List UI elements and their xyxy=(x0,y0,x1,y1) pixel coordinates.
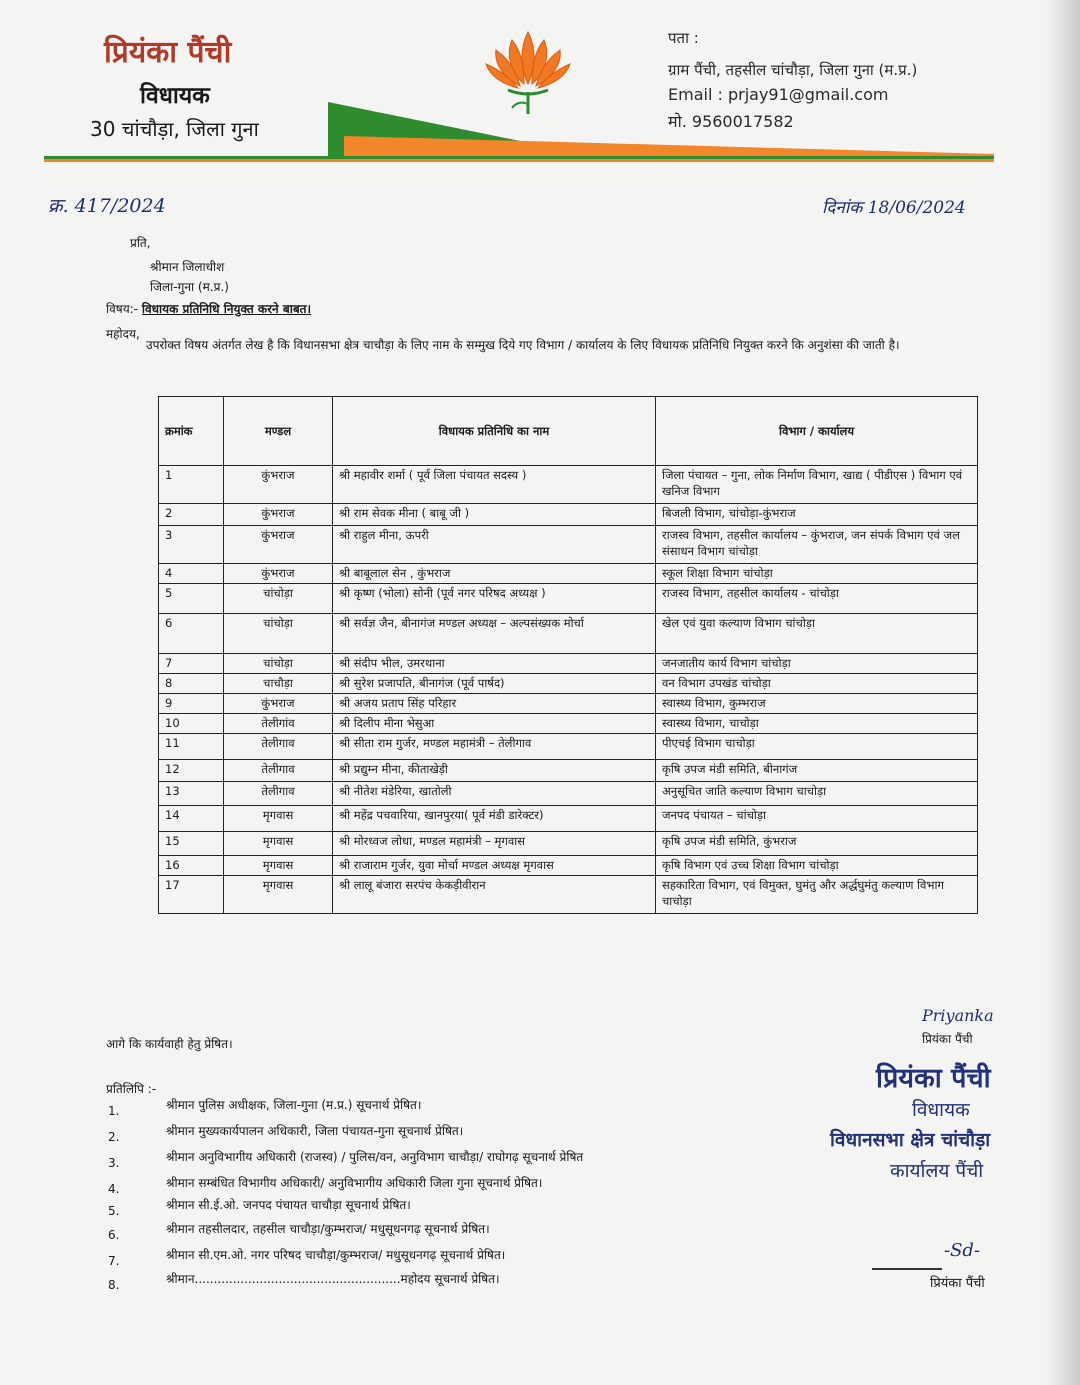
salutation: महोदय, xyxy=(106,327,140,341)
cell-name: श्री सुरेश प्रजापति, बीनागंज (पूर्व पार्षद) xyxy=(333,674,656,694)
table-row xyxy=(159,504,978,526)
reference-number: क्र. 417/2024 xyxy=(48,195,166,217)
table-row xyxy=(159,564,978,584)
cell-name: श्री नीतेश मंडेरिया, खातोली xyxy=(333,782,656,806)
copy-item-text: श्रीमान अनुविभागीय अधिकारी (राजस्व) / पुलिस/वन, अनुविभाग चाचौड़ा/ राघोगढ़ सूचनार्थ प्रेषित xyxy=(166,1150,584,1164)
copy-item-text: श्रीमान मुख्यकार्यपालन अधिकारी, जिला पंचायत-गुना सूचनार्थ प्रेषित। xyxy=(166,1124,464,1138)
cell-mandal: तेलीगाव xyxy=(224,782,333,806)
copy-item-number: 5. xyxy=(108,1204,120,1218)
cell-mandal: चांचोड़ा xyxy=(224,654,333,674)
table-row xyxy=(159,466,978,504)
table-row xyxy=(159,654,978,674)
table-row xyxy=(159,782,978,806)
cell-department: सहकारिता विभाग, एवं विमुक्त, घुमंतु और अर्द्धघुमंतु कल्याण विभाग चाचोड़ा xyxy=(656,876,978,914)
cell-serial: 16 xyxy=(159,856,224,876)
recipient-line1: श्रीमान जिलाधीश xyxy=(150,260,225,274)
cell-mandal: कुंभराज xyxy=(224,564,333,584)
cell-name: श्री कृष्ण (भोला) सोनी (पूर्व नगर परिषद अध्यक्ष ) xyxy=(333,584,656,614)
letterhead-name: प्रियंका पैंची xyxy=(104,35,232,70)
body-paragraph: उपरोक्त विषय अंतर्गत लेख है कि विधानसभा क्षेत्र चाचौड़ा के लिए नाम के सम्मुख दिये गए विभाग / कार्यालय के लिए विधायक प्रतिनिधि नियुक्त करने कि अनुशंसा की जाती है। xyxy=(146,338,900,352)
header-department: विभाग / कार्यालय xyxy=(656,397,978,466)
copy-item-number: 7. xyxy=(108,1254,120,1268)
letterhead-band xyxy=(44,96,1000,170)
cell-mandal: चाचौड़ा xyxy=(224,674,333,694)
copy-item-text: श्रीमान पुलिस अधीक्षक, जिला-गुना (म.प्र.) सूचनार्थ प्रेषित। xyxy=(166,1098,422,1112)
subject-text: विधायक प्रतिनिधि नियुक्त करने बाबत। xyxy=(141,302,312,316)
table-row xyxy=(159,806,978,832)
cell-mandal: तेलीगांव xyxy=(224,714,333,734)
cell-name: श्री प्रद्युम्न मीना, कीताखेड़ी xyxy=(333,760,656,782)
phone-text: मो. 9560017582 xyxy=(668,112,794,131)
copy-item-text: श्रीमान सी.ई.ओ. जनपद पंचायत चाचौड़ा सूचनार्थ प्रेषित। xyxy=(166,1198,411,1212)
cell-department: कृषि विभाग एवं उच्च शिक्षा विभाग चांचोड़ा xyxy=(656,856,978,876)
letter-date: दिनांक 18/06/2024 xyxy=(822,198,966,218)
cell-name: श्री राजाराम गुर्जर, युवा मोर्चा मण्डल अध्यक्ष मृगवास xyxy=(333,856,656,876)
cell-serial: 2 xyxy=(159,504,224,526)
table-row xyxy=(159,526,978,564)
table-row xyxy=(159,674,978,694)
subject-line xyxy=(106,300,311,317)
cell-name: श्री लालू बंजारा सरपंच केकड़ीवीरान xyxy=(333,876,656,914)
copy-item-number: 3. xyxy=(108,1156,120,1170)
cell-serial: 4 xyxy=(159,564,224,584)
cell-mandal: कुंभराज xyxy=(224,466,333,504)
cell-name: श्री मोरध्वज लोधा, मण्डल महामंत्री – मृगवास xyxy=(333,832,656,856)
cell-department: कृषि उपज मंडी समिति, बीनागंज xyxy=(656,760,978,782)
signature-underline xyxy=(872,1268,942,1270)
cell-serial: 13 xyxy=(159,782,224,806)
cell-serial: 17 xyxy=(159,876,224,914)
email-text: Email : prjay91@gmail.com xyxy=(668,85,889,104)
cell-name: श्री राम सेवक मीना ( बाबू जी ) xyxy=(333,504,656,526)
cell-mandal: कुंभराज xyxy=(224,504,333,526)
cell-department: बिजली विभाग, चांचोड़ा-कुंभराज xyxy=(656,504,978,526)
cell-mandal: चांचोड़ा xyxy=(224,584,333,614)
stamp-office: कार्यालय पैंची xyxy=(890,1160,984,1182)
stamp-name: प्रियंका पैंची xyxy=(876,1063,991,1094)
copy-item-number: 6. xyxy=(108,1228,120,1242)
copy-item-text: श्रीमान तहसीलदार, तहसील चाचौड़ा/कुम्भराज/ मधुसूधनगढ़ सूचनार्थ प्रेषित। xyxy=(166,1222,490,1236)
signature-name: प्रियंका पैंची xyxy=(922,1032,973,1046)
cell-department: अनुसूचित जाति कल्याण विभाग चाचोड़ा xyxy=(656,782,978,806)
cell-serial: 1 xyxy=(159,466,224,504)
cell-serial: 9 xyxy=(159,694,224,714)
cell-mandal: तेलीगाव xyxy=(224,760,333,782)
cell-department: जिला पंचायत – गुना, लोक निर्माण विभाग, खाद्य ( पीडीएस ) विभाग एवं खनिज विभाग xyxy=(656,466,978,504)
table-row xyxy=(159,876,978,914)
representatives-table xyxy=(158,396,978,914)
cell-serial: 15 xyxy=(159,832,224,856)
table-row xyxy=(159,714,978,734)
copy-item-number: 8. xyxy=(108,1278,120,1292)
cell-department: स्वास्थ्य विभाग, कुम्भराज xyxy=(656,694,978,714)
cell-department: स्कूल शिक्षा विभाग चांचोड़ा xyxy=(656,564,978,584)
subject-label: विषय:- xyxy=(106,302,139,316)
cell-department: पीएचई विभाग चाचोड़ा xyxy=(656,734,978,760)
signature-scribble-2: -Sd- xyxy=(944,1240,981,1261)
letterhead-constituency: 30 चांचौड़ा, जिला गुना xyxy=(90,117,259,141)
table-row xyxy=(159,760,978,782)
cell-mandal: मृगवास xyxy=(224,876,333,914)
letterhead-designation: विधायक xyxy=(140,83,210,109)
cell-serial: 7 xyxy=(159,654,224,674)
copy-item-text: श्रीमान सम्बंधित विभागीय अधिकारी/ अनुविभागीय अधिकारी जिला गुना सूचनार्थ प्रेषित। xyxy=(166,1176,543,1190)
cell-name: श्री महेंद्र पचवारिया, खानपुरया( पूर्व मंडी डारेक्टर) xyxy=(333,806,656,832)
address-text: ग्राम पैंची, तहसील चांचौड़ा, जिला गुना (म.प्र.) xyxy=(668,61,918,79)
cell-department: कृषि उपज मंडी समिति, कुंभराज xyxy=(656,832,978,856)
cell-serial: 3 xyxy=(159,526,224,564)
cell-department: स्वास्थ्य विभाग, चाचोड़ा xyxy=(656,714,978,734)
table-row xyxy=(159,614,978,654)
cell-name: श्री अजय प्रताप सिंह परिहार xyxy=(333,694,656,714)
cell-name: श्री बाबूलाल सेन , कुंभराज xyxy=(333,564,656,584)
cell-department: जनपद पंचायत – चांचोड़ा xyxy=(656,806,978,832)
closing-line: आगे कि कार्यवाही हेतु प्रेषित। xyxy=(106,1037,233,1051)
cell-name: श्री सर्वज्ञ जैन, बीनागंज मण्डल अध्यक्ष – अल्पसंख्यक मोर्चा xyxy=(333,614,656,654)
stamp-designation: विधायक xyxy=(912,1099,970,1121)
cell-serial: 8 xyxy=(159,674,224,694)
recipient-prati: प्रति, xyxy=(130,236,151,250)
recipient-line2: जिला-गुना (म.प्र.) xyxy=(150,280,229,294)
cell-mandal: मृगवास xyxy=(224,806,333,832)
cell-mandal: मृगवास xyxy=(224,856,333,876)
copy-item-number: 4. xyxy=(108,1182,120,1196)
cell-department: राजस्व विभाग, तहसील कार्यालय – कुंभराज, जन संपर्क विभाग एवं जल संसाधन विभाग चांचोड़ा xyxy=(656,526,978,564)
address-label: पता : xyxy=(668,29,699,47)
cell-serial: 5 xyxy=(159,584,224,614)
cell-name: श्री दिलीप मीना भेसुआ xyxy=(333,714,656,734)
copy-item-number: 2. xyxy=(108,1130,120,1144)
cell-mandal: तेलीगाव xyxy=(224,734,333,760)
cell-department: वन विभाग उपखंड चांचोड़ा xyxy=(656,674,978,694)
header-serial: क्रमांक xyxy=(159,397,224,466)
table-row xyxy=(159,856,978,876)
cell-department: खेल एवं युवा कल्याण विभाग चांचोड़ा xyxy=(656,614,978,654)
cell-mandal: कुंभराज xyxy=(224,694,333,714)
cell-department: जनजातीय कार्य विभाग चांचोड़ा xyxy=(656,654,978,674)
stamp-constituency: विधानसभा क्षेत्र चांचौड़ा xyxy=(830,1129,991,1151)
cell-name: श्री संदीप भील, उमरथाना xyxy=(333,654,656,674)
cell-serial: 10 xyxy=(159,714,224,734)
cell-mandal: चांचोड़ा xyxy=(224,614,333,654)
cell-department: राजस्व विभाग, तहसील कार्यालय - चांचोड़ा xyxy=(656,584,978,614)
copy-item-number: 1. xyxy=(108,1104,120,1118)
table-row xyxy=(159,734,978,760)
cell-mandal: मृगवास xyxy=(224,832,333,856)
signature-scribble: Priyanka xyxy=(922,1006,994,1025)
table-row xyxy=(159,584,978,614)
cell-mandal: कुंभराज xyxy=(224,526,333,564)
cell-name: श्री सीता राम गुर्जर, मण्डल महामंत्री – तेलीगाव xyxy=(333,734,656,760)
copy-label: प्रतिलिपि :- xyxy=(106,1082,157,1096)
page-edge-shadow xyxy=(1046,0,1080,1385)
cell-serial: 12 xyxy=(159,760,224,782)
header-name: विधायक प्रतिनिधि का नाम xyxy=(333,397,656,466)
table-row xyxy=(159,694,978,714)
table-body xyxy=(159,466,978,914)
header-mandal: मण्डल xyxy=(224,397,333,466)
cell-name: श्री राहुल मीना, ऊपरी xyxy=(333,526,656,564)
cell-serial: 6 xyxy=(159,614,224,654)
copy-item-text: श्रीमान सी.एम.ओ. नगर परिषद चाचौड़ा/कुम्भराज/ मधुसूधनगढ़ सूचनार्थ प्रेषित। xyxy=(166,1248,506,1262)
cell-serial: 11 xyxy=(159,734,224,760)
copy-item-text: श्रीमान......................................................महोदय सूचनार्थ प्रेषित। xyxy=(166,1272,500,1286)
table-row xyxy=(159,832,978,856)
cell-serial: 14 xyxy=(159,806,224,832)
signature-name-2: प्रियंका पैंची xyxy=(930,1276,985,1291)
cell-name: श्री महावीर शर्मा ( पूर्व जिला पंचायत सदस्य ) xyxy=(333,466,656,504)
table-header-row xyxy=(159,397,978,466)
